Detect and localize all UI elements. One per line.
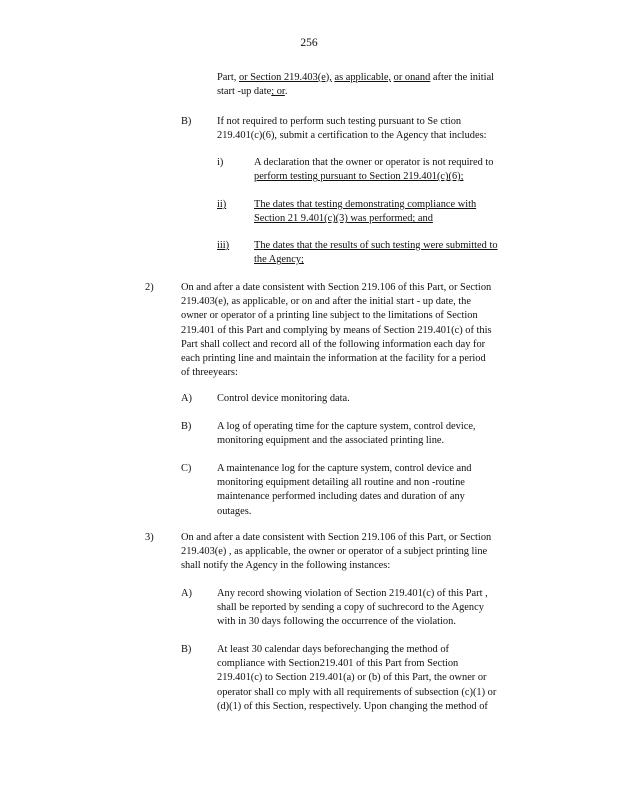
text-line: monitoring equipment detailing all routine and non -routine [217, 477, 465, 489]
text-line: A maintenance log for the capture system, control device and [217, 463, 472, 474]
item-2B-text [217, 420, 537, 448]
inserted-text: as applicable, [334, 72, 392, 83]
item-label-3B: B) [181, 644, 192, 655]
paragraph-label-3: 3) [145, 532, 154, 543]
text-line: At least 30 calendar days beforechanging the method of [217, 644, 449, 655]
text-line: outages. [217, 505, 252, 517]
paragraph-2-text [181, 281, 541, 380]
item-label-iii: iii) [217, 240, 230, 251]
text-line: 219.401 of this Part and complying by means of Section 219.401(c) of this [181, 324, 492, 336]
text-line: of threeyears: [181, 367, 238, 379]
page-number: 256 [300, 37, 318, 49]
text-line: Part shall collect and record all of the following information each day for [181, 338, 486, 350]
text-line: The dates that the results of such testing were submitted to [254, 240, 498, 251]
continuation-text [217, 71, 537, 99]
text-line: operator shall co mply with all requirements of subsection (c)(1) or [217, 686, 497, 698]
text-line: 219.401(c)(6), submit a certification to the Agency that includes: [217, 130, 487, 142]
paragraph-label-2: 2) [145, 282, 154, 293]
text-line: shall be reported by sending a copy of suchrecord to the Agency [217, 602, 484, 614]
paragraph-3-text [181, 531, 541, 574]
item-ii-text [254, 198, 536, 226]
item-label-2C: C) [181, 463, 192, 474]
text-line: maintenance performed including dates and duration of any [217, 491, 465, 503]
continuation-line-1: Part, or Section 219.403(e), as applicable, or onand after the initial [217, 72, 495, 83]
inserted-text: ; or [271, 86, 285, 98]
text-line: The dates that testing demonstrating compliance with [254, 199, 477, 210]
text-line: If not required to perform such testing pursuant to Se ction [217, 116, 462, 127]
item-B-text [217, 115, 537, 143]
item-label-i: i) [217, 157, 224, 168]
text-line: On and after a date consistent with Section 219.106 of this Part, or Section [181, 282, 492, 293]
text-line: A declaration that the owner or operator is not required to [254, 157, 494, 168]
text-line: Section 21 9.401(c)(3) was performed; and [254, 213, 433, 225]
item-2A-text [217, 392, 537, 406]
item-3B-text [217, 643, 539, 714]
item-label-ii: ii) [217, 199, 227, 210]
text-line: 219.403(e) , as applicable, the owner or operator of a subject printing line [181, 546, 488, 558]
text-line: owner or operator of a printing line subject to the limitations of Section [181, 310, 478, 322]
continuation-line-2: start -up date; or. [217, 86, 288, 98]
text-line: shall notify the Agency in the following instances: [181, 560, 391, 572]
text-line: Control device monitoring data. [217, 393, 350, 404]
item-2C-text [217, 462, 537, 519]
text-line: 219.401(c) to Section 219.401(a) or (b) of this Part, the owner or [217, 672, 487, 684]
item-label-2B: B) [181, 421, 192, 432]
inserted-text: or onand [393, 72, 431, 83]
text-line: On and after a date consistent with Section 219.106 of this Part, or Section [181, 532, 492, 543]
item-iii-text [254, 239, 536, 267]
text-line: monitoring equipment and the associated printing line. [217, 435, 445, 447]
text-line: Any record showing violation of Section 219.401(c) of this Part , [217, 588, 488, 599]
item-3A-text [217, 587, 537, 630]
text-line: with in 30 days following the occurrence of the violation. [217, 616, 456, 628]
text-line: compliance with Section219.401 of this Part from Section [217, 658, 459, 670]
text-line: 219.403(e), as applicable, or on and after the initial start - up date, the [181, 296, 471, 308]
text-line: (d)(1) of this Section, respectively. Upon changing the method of [217, 700, 488, 712]
item-label-B: B) [181, 116, 192, 127]
inserted-text: or Section 219.403(e), [238, 72, 332, 83]
item-label-2A: A) [181, 393, 192, 404]
text-line: the Agency; [254, 254, 304, 266]
item-label-3A: A) [181, 588, 192, 599]
inserted-text: perform testing pursuant to Section 219.401(c)(6); [254, 171, 464, 183]
text-line: A log of operating time for the capture system, control device, [217, 421, 476, 432]
item-i-text [254, 156, 536, 184]
text-line: each printing line and maintain the information at the facility for a period [181, 353, 486, 365]
